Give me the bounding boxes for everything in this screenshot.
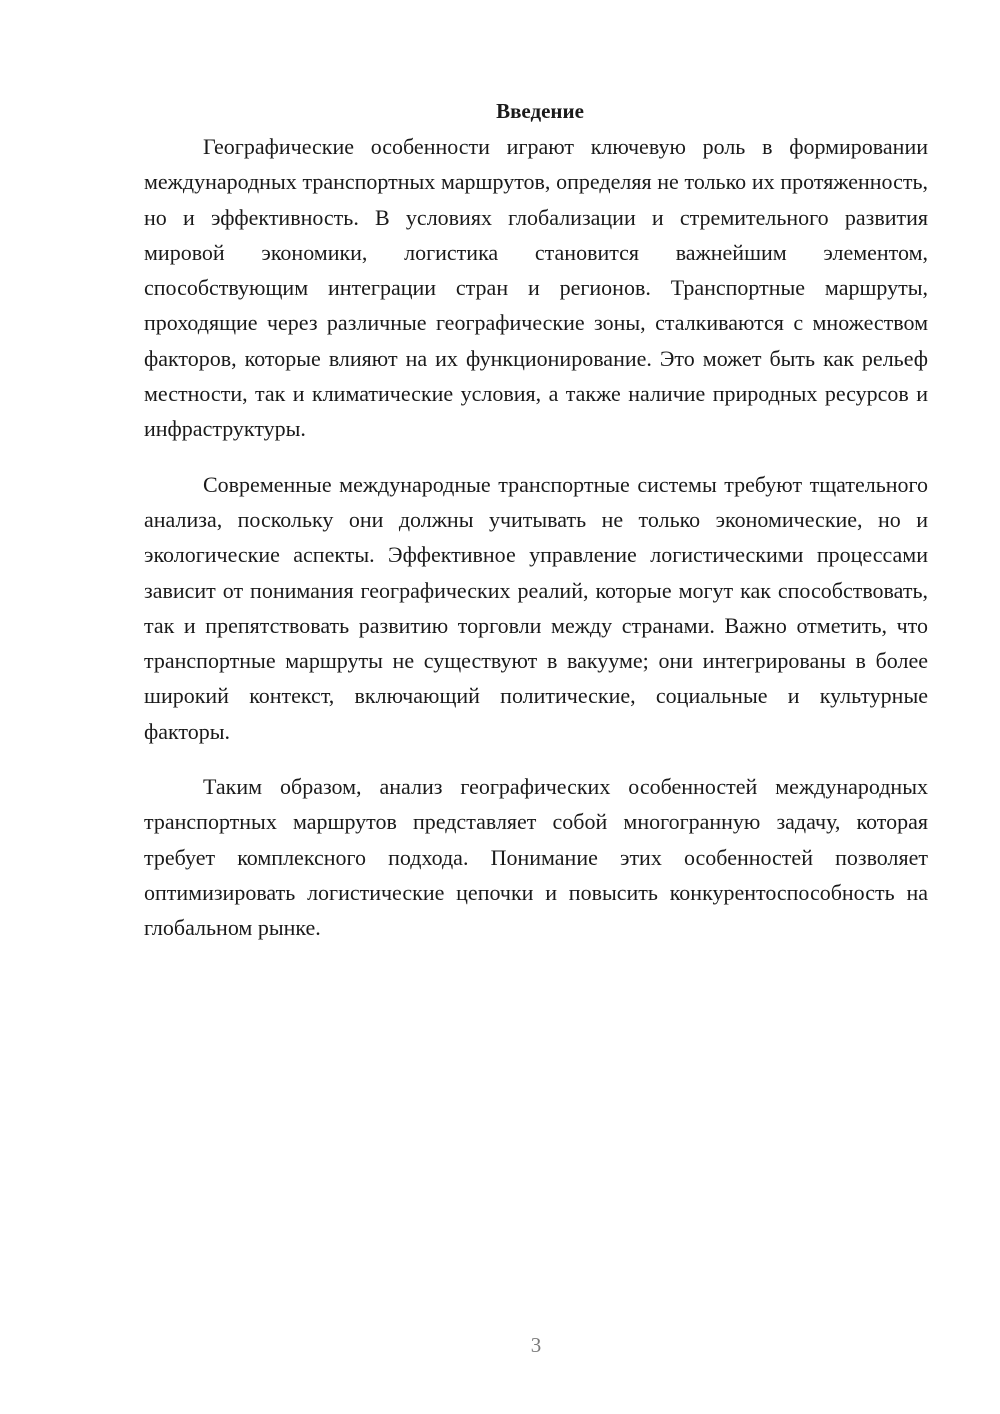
page-number: 3 <box>530 1333 542 1357</box>
paragraph-2: Современные международные транспортные системы требуют тщательного анализа, поскольку они должны учитывать не только экономические, но и экологические аспекты. Эффективное управление логистическими процессами зависит от понимания географических реалий, которые могут как способствовать, так и препятствовать развитию торговли между странами. Важно отметить, что транспортные маршруты не существуют в вакууме; они интегрированы в более широкий контекст, включающий политические, социальные и культурные факторы. <box>144 471 928 744</box>
paragraph-3: Таким образом, анализ географических особенностей международных транспортных маршрутов представляет собой многогранную задачу, которая требует комплексного подхода. Понимание этих особенностей позволяет оптимизировать логистические цепочки и повысить конкурентоспособность на глобальном рынке. <box>144 774 928 941</box>
section-title: Введение <box>496 99 584 123</box>
paragraph-1: Географические особенности играют ключевую роль в формировании международных транспортных маршрутов, определяя не только их протяженность, но и эффективность. В условиях глобализации и стремительного развития мировой экономики, логистика становится важнейшим элементом, способствующим интеграции стран и регионов. Транспортные маршруты, проходящие через различные географические зоны, сталкиваются с множеством факторов, которые влияют на их функционирование. Это может быть как рельеф местности, так и климатические условия, а также наличие природных ресурсов и инфраструктуры. <box>144 134 928 442</box>
document-body <box>144 94 928 946</box>
